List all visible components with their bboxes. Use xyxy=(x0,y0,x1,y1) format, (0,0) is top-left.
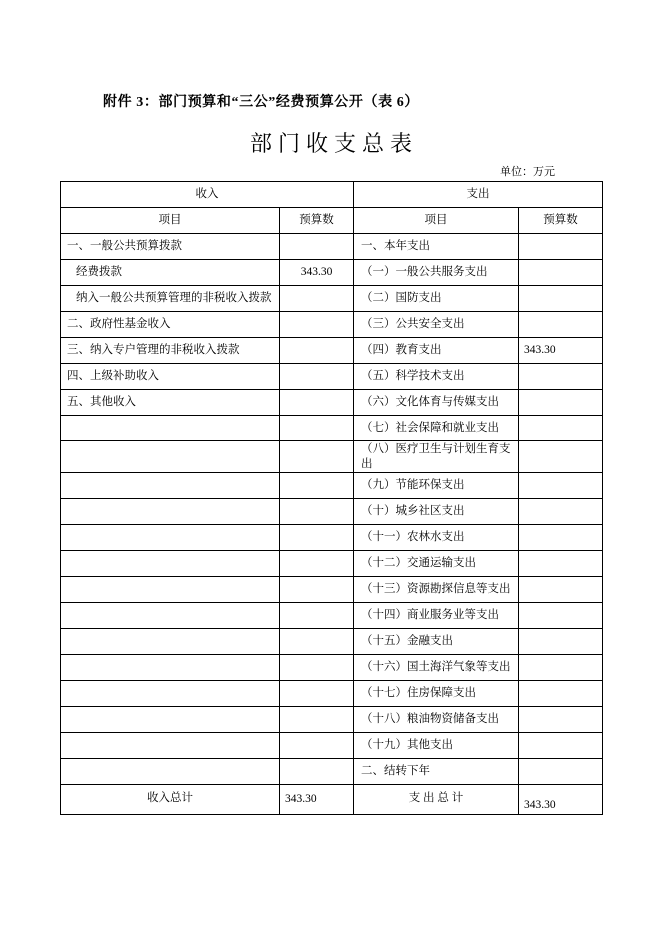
expense-amount xyxy=(519,364,603,390)
income-total-amount: 343.30 xyxy=(280,785,354,815)
expense-amount xyxy=(519,707,603,733)
expense-item: （四）教育支出 xyxy=(354,338,519,364)
expense-item: 一、本年支出 xyxy=(354,234,519,260)
income-item: 五、其他收入 xyxy=(61,390,280,416)
expense-amount xyxy=(519,441,603,473)
table-row xyxy=(61,364,603,390)
table-row xyxy=(61,312,603,338)
expense-item: （十五）金融支出 xyxy=(354,629,519,655)
expense-amount: 343.30 xyxy=(519,338,603,364)
expense-amount xyxy=(519,499,603,525)
expense-item: （十一）农林水支出 xyxy=(354,525,519,551)
income-amount xyxy=(280,525,354,551)
income-amount xyxy=(280,759,354,785)
income-item: 四、上级补助收入 xyxy=(61,364,280,390)
expense-amount xyxy=(519,286,603,312)
table-row xyxy=(61,759,603,785)
income-item xyxy=(61,733,280,759)
income-amount xyxy=(280,577,354,603)
income-item-header: 项目 xyxy=(61,208,280,234)
income-amount xyxy=(280,473,354,499)
income-item xyxy=(61,655,280,681)
page-title: 部门收支总表 xyxy=(249,132,418,157)
income-amount xyxy=(280,416,354,441)
income-item: 二、政府性基金收入 xyxy=(61,312,280,338)
income-section-header: 收入 xyxy=(61,182,354,208)
expense-item: （十）城乡社区支出 xyxy=(354,499,519,525)
table-row xyxy=(61,525,603,551)
income-amount xyxy=(280,603,354,629)
table-row xyxy=(61,603,603,629)
expense-item: （十四）商业服务业等支出 xyxy=(354,603,519,629)
expense-item: （二）国防支出 xyxy=(354,286,519,312)
income-amount xyxy=(280,681,354,707)
expense-item: （十二）交通运输支出 xyxy=(354,551,519,577)
expense-amount xyxy=(519,473,603,499)
expense-amount xyxy=(519,260,603,286)
expense-amount xyxy=(519,551,603,577)
expense-item: （五）科学技术支出 xyxy=(354,364,519,390)
income-amount xyxy=(280,499,354,525)
budget-table xyxy=(60,181,603,815)
income-amount xyxy=(280,551,354,577)
income-amount xyxy=(280,364,354,390)
income-item xyxy=(61,416,280,441)
expense-item: 二、结转下年 xyxy=(354,759,519,785)
table-row xyxy=(61,234,603,260)
expense-amount xyxy=(519,733,603,759)
expense-item: （八）医疗卫生与计划生育支出 xyxy=(354,441,519,473)
table-row xyxy=(61,473,603,499)
table-row xyxy=(61,390,603,416)
expense-amount xyxy=(519,390,603,416)
expense-item-header: 项目 xyxy=(354,208,519,234)
expense-item: （六）文化体育与传媒支出 xyxy=(354,390,519,416)
table-row xyxy=(61,733,603,759)
expense-item: （十八）粮油物资储备支出 xyxy=(354,707,519,733)
expense-amount xyxy=(519,312,603,338)
column-header-row xyxy=(61,208,603,234)
table-row xyxy=(61,681,603,707)
expense-amount xyxy=(519,577,603,603)
expense-amount-header: 预算数 xyxy=(519,208,603,234)
expense-amount xyxy=(519,681,603,707)
expense-amount xyxy=(519,629,603,655)
income-item: 一、一般公共预算拨款 xyxy=(61,234,280,260)
table-row xyxy=(61,707,603,733)
income-amount xyxy=(280,707,354,733)
income-amount: 343.30 xyxy=(280,260,354,286)
income-item: 三、纳入专户管理的非税收入拨款 xyxy=(61,338,280,364)
table-row xyxy=(61,629,603,655)
income-amount xyxy=(280,629,354,655)
table-row xyxy=(61,416,603,441)
expense-item: （一）一般公共服务支出 xyxy=(354,260,519,286)
table-row xyxy=(61,260,603,286)
table-row xyxy=(61,286,603,312)
income-amount xyxy=(280,655,354,681)
income-item: 纳入一般公共预算管理的非税收入拨款 xyxy=(61,286,280,312)
expense-item: （十九）其他支出 xyxy=(354,733,519,759)
income-amount xyxy=(280,338,354,364)
income-item xyxy=(61,441,280,473)
income-item xyxy=(61,473,280,499)
income-item xyxy=(61,759,280,785)
expense-amount xyxy=(519,655,603,681)
expense-item: （九）节能环保支出 xyxy=(354,473,519,499)
total-row xyxy=(61,785,603,815)
table-row xyxy=(61,655,603,681)
expense-item: （七）社会保障和就业支出 xyxy=(354,416,519,441)
expense-amount xyxy=(519,525,603,551)
table-row xyxy=(61,499,603,525)
expense-item: （三）公共安全支出 xyxy=(354,312,519,338)
expense-total-label: 支 出 总 计 xyxy=(354,785,519,815)
expense-total-amount: 343.30 xyxy=(519,785,603,815)
income-item xyxy=(61,551,280,577)
income-amount xyxy=(280,441,354,473)
income-amount-header: 预算数 xyxy=(280,208,354,234)
income-amount xyxy=(280,312,354,338)
income-total-label: 收入总计 xyxy=(61,785,280,815)
expense-amount xyxy=(519,603,603,629)
unit-label: 单位：万元 xyxy=(500,166,555,178)
table-row xyxy=(61,577,603,603)
table-row xyxy=(61,338,603,364)
table-row xyxy=(61,551,603,577)
income-item xyxy=(61,707,280,733)
income-item xyxy=(61,499,280,525)
expense-amount xyxy=(519,759,603,785)
income-item xyxy=(61,603,280,629)
income-amount xyxy=(280,286,354,312)
expense-section-header: 支出 xyxy=(354,182,603,208)
table-row xyxy=(61,441,603,473)
expense-amount xyxy=(519,234,603,260)
income-amount xyxy=(280,390,354,416)
expense-item: （十七）住房保障支出 xyxy=(354,681,519,707)
income-item xyxy=(61,525,280,551)
attachment-heading: 附件 3：部门预算和“三公”经费预算公开（表 6） xyxy=(103,95,419,110)
income-amount xyxy=(280,234,354,260)
income-item xyxy=(61,577,280,603)
income-item xyxy=(61,629,280,655)
expense-amount xyxy=(519,416,603,441)
income-amount xyxy=(280,733,354,759)
section-header-row xyxy=(61,182,603,208)
income-item: 经费拨款 xyxy=(61,260,280,286)
expense-item: （十六）国土海洋气象等支出 xyxy=(354,655,519,681)
expense-item: （十三）资源勘探信息等支出 xyxy=(354,577,519,603)
income-item xyxy=(61,681,280,707)
